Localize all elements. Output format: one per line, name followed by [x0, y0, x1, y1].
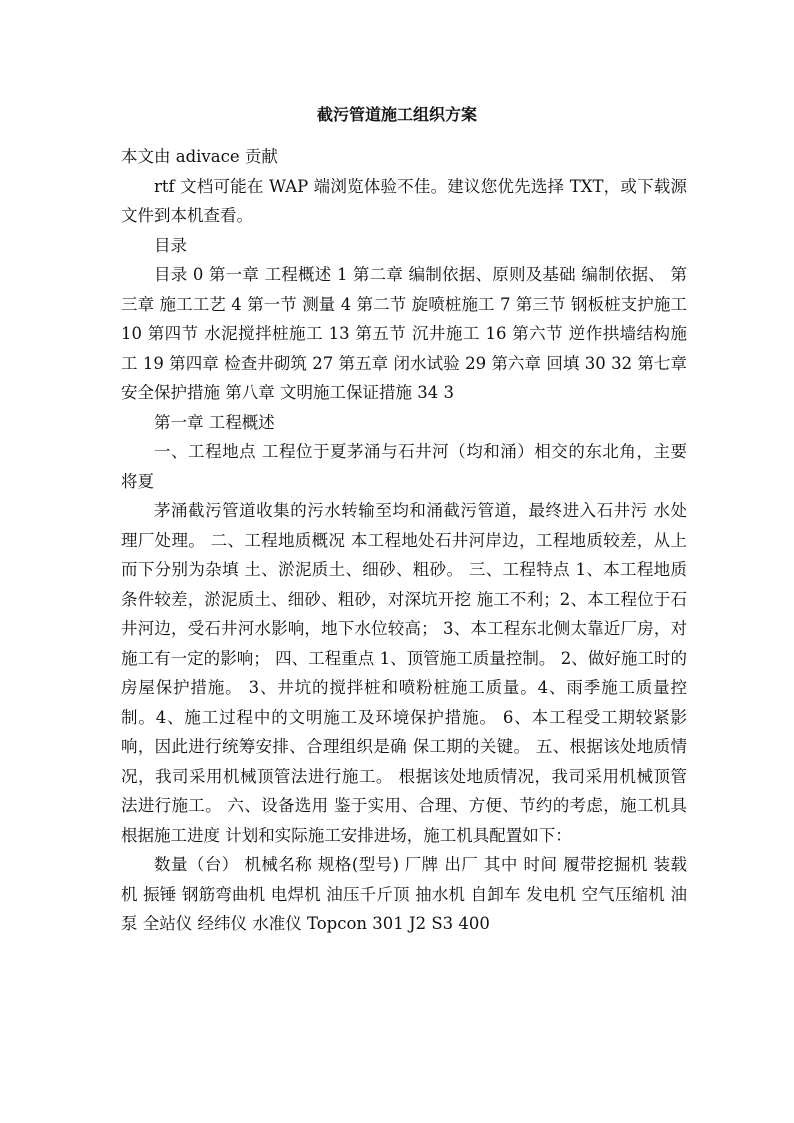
- format-notice-paragraph: rtf 文档可能在 WAP 端浏览体验不佳。建议您优先选择 TXT，或下载源文件到本机查看。: [121, 176, 687, 225]
- equipment-paragraph: 数量（台） 机械名称 规格(型号) 厂牌 出厂 其中 时间 履带挖掘机 装载机 振锤 钢筋弯曲机 电焊机 油压千斤顶 抽水机 自卸车 发电机 空气压缩机 油泵 全站仪 经纬仪 水准仪 Topcon 301 J2 S3 400: [121, 855, 687, 933]
- body-paragraph: 茅涌截污管道收集的污水转输至均和涌截污管道，最终进入石井污 水处理厂处理。 二、工程地质概况 本工程地处石井河岸边，工程地质较差，从上而下分别为杂填 土、淤泥质土、细砂、粗砂。 三、工程特点 1、本工程地质条件较差，淤泥质土、细砂、粗砂，对深坑开挖 施工不利；2、本工程位于石井河边，受石井河水影响，地下水位较高； 3、本工程东北侧太靠近厂房，对施工有一定的影响； 四、工程重点 1、顶管施工质量控制。 2、做好施工时的房屋保护措施。 3、井坑的搅拌桩和喷粉桩施工质量。4、雨季施工质量控制。4、施工过程中的文明施工及环境保护措施。 6、本工程受工期较紧影响，因此进行统筹安排、合理组织是确 保工期的关键。 五、根据该处地质情况，我司采用机械顶管法进行施工。 根据该处地质情况，我司采用机械顶管法进行施工。 六、设备选用 鉴于实用、合理、方便、节约的考虑，施工机具根据施工进度 计划和实际施工安排进场，施工机具配置如下：: [121, 501, 687, 845]
- document-body: [121, 142, 687, 939]
- body-paragraph: 一、工程地点 工程位于夏茅涌与石井河（均和涌）相交的东北角，主要将夏: [121, 442, 687, 491]
- document-title: 截污管道施工组织方案: [316, 105, 477, 124]
- chapter-heading: 第一章 工程概述: [154, 412, 275, 432]
- toc-heading: 目录: [154, 235, 187, 255]
- contributor-line: 本文由 adivace 贡献: [121, 147, 278, 166]
- toc-paragraph: 目录 0 第一章 工程概述 1 第二章 编制依据、原则及基础 编制依据、 第三章 施工工艺 4 第一节 测量 4 第二节 旋喷桩施工 7 第三节 钢板桩支护施工 10 第四节 水泥搅拌桩施工 13 第五节 沉井施工 16 第六节 逆作拱墙结构施工 19 第四章 检查井砌筑 27 第五章 闭水试验 29 第六章 回填 30 32 第七章 安全保护措施 第八章 文明施工保证措施 34 3: [121, 265, 687, 402]
